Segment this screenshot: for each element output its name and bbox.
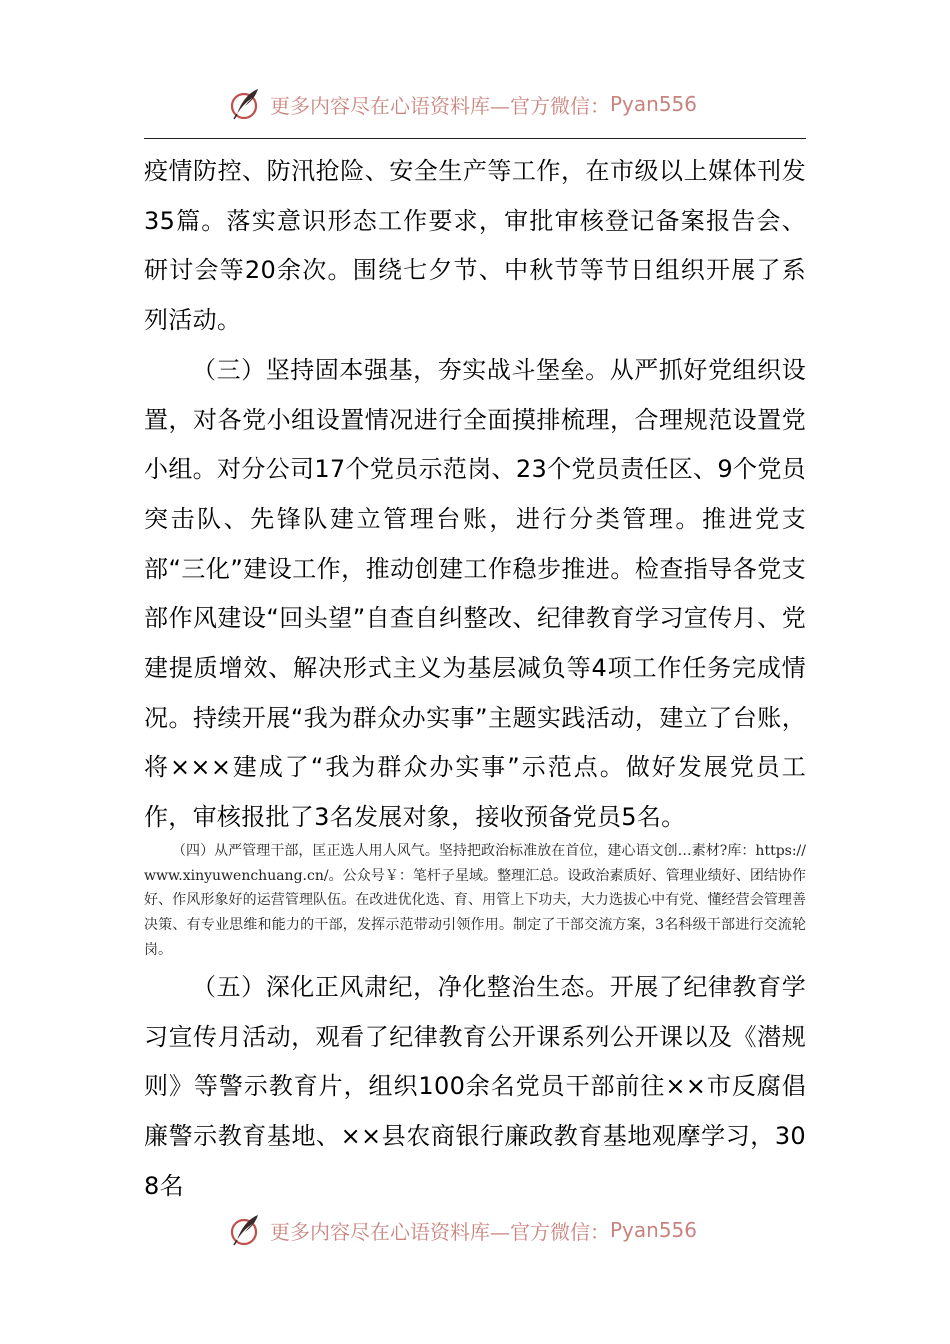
document-body — [144, 147, 806, 1211]
header-watermark — [228, 84, 697, 124]
watermark-text: 更多内容尽在心语资料库—官方微信： — [270, 1219, 610, 1244]
wechat-id: Pyan556 — [610, 92, 698, 116]
paragraph-section-5: （五）深化正风肃纪，净化整治生态。开展了纪律教育学习宣传月活动，观看了纪律教育公开课系列公开课以及《潜规则》等警示教育片，组织100余名党员干部前往××市反腐倡廉警示教育基地、××县农商银行廉政教育基地观摩学习，308名 — [144, 972, 806, 1200]
wechat-id: Pyan556 — [610, 1218, 698, 1242]
header-divider — [144, 138, 806, 139]
paragraph-continuation: 疫情防控、防汛抢险、安全生产等工作，在市级以上媒体刊发35篇。落实意识形态工作要求，审批审核登记备案报告会、研讨会等20余次。围绕七夕节、中秋节等节日组织开展了系列活动。 — [144, 157, 806, 335]
paragraph-section-3: （三）坚持固本强基，夯实战斗堡垒。从严抓好党组织设置，对各党小组设置情况进行全面摸排梳理，合理规范设置党小组。对分公司17个党员示范岗、23个党员责任区、9个党员突击队、先锋队建立管理台账，进行分类管理。推进党支部“三化”建设工作，推动创建工作稳步推进。检查指导各党支部作风建设“回头望”自查自纠整改、纪律教育学习宣传月、党建提质增效、解决形式主义为基层减负等4项工作任务完成情况。持续开展“我为群众办实事”主题实践活动，建立了台账，将×××建成了“我为群众办实事”示范点。做好发展党员工作，审核报批了3名发展对象，接收预备党员5名。 — [144, 355, 806, 832]
quill-pen-icon — [228, 86, 264, 122]
footer-watermark — [228, 1210, 697, 1250]
watermark-text: 更多内容尽在心语资料库—官方微信： — [270, 93, 610, 118]
quill-pen-icon — [228, 1212, 264, 1248]
paragraph-section-4: （四）从严管理干部，匡正选人用人风气。坚持把政治标准放在首位，建心语文创…素材?库：https://www.xinyuwenchuang.cn/。公众号￥：笔杆子星域。整理汇总。设政治素质好、管理业绩好、团结协作好、作风形象好的运营管理队伍。在改进优化选、育、用管上下功夫，大力选拔心中有党、懂经营会管理善决策、有专业思维和能力的干部，发挥示范带动引领作用。制定了干部交流方案，3名科级干部进行交流轮岗。 — [144, 842, 806, 959]
